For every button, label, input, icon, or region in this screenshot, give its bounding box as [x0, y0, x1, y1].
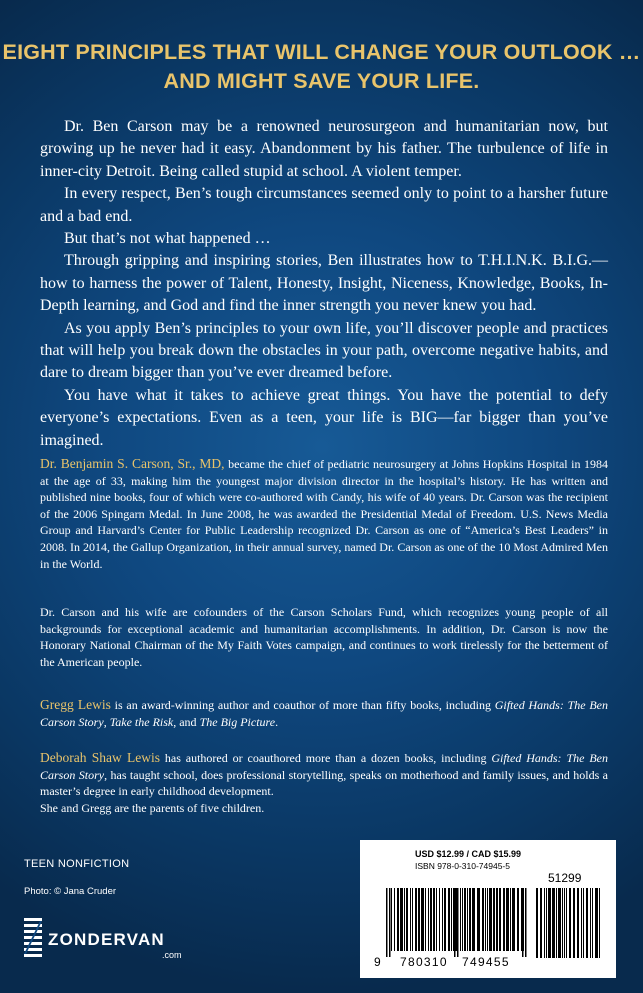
- deborah-bio-text: has authored or coauthored more than a dozen books, including: [160, 751, 492, 765]
- book-title: Gifted Hands: The Ben Carson Story: [40, 751, 608, 782]
- barcode-bar: [404, 888, 405, 951]
- carson-name: Dr. Benjamin S. Carson, Sr., MD,: [40, 456, 225, 471]
- barcode-bar: [552, 888, 555, 958]
- barcode-bar: [460, 888, 461, 951]
- barcode-bar: [592, 888, 593, 958]
- book-title: Gifted Hands: The Ben Carson Story: [40, 698, 608, 729]
- barcode-bar: [493, 888, 495, 951]
- deborah-lewis-name: Deborah Shaw Lewis: [40, 750, 160, 765]
- barcode-bar: [544, 888, 545, 958]
- barcode-bar: [512, 888, 515, 951]
- blurb-paragraph: In every respect, Ben’s tough circumstances seemed only to point to a harsher future and a bad end.: [40, 185, 608, 225]
- barcode-bar: [566, 888, 567, 958]
- barcode-guard-bar: [386, 888, 388, 957]
- barcode-bar: [391, 888, 392, 951]
- barcode-bar: [573, 888, 575, 958]
- carson-bio-text: became the chief of pediatric neurosurgery at Johns Hopkins Hospital in 1984 at the age of 33, making him the youngest major division director in the hospital’s history. He has written and published nine books, four of which were co-authored with Candy, his wife of 40 years. Dr. Carson was the recipient of the 2006 Spingarn Medal. In June 2008, he was awarded the Presidential Medal of Freedom. U.S. News Media Group and Harvard’s Center for Public Leadership recognized Dr. Carson as one of “America’s Best Leaders” in 2008. In 2014, the Gallup Organization, in their annual survey, named Dr. Carson as one of the 10 Most Admired Men in the World.: [40, 457, 609, 571]
- barcode-bar: [453, 888, 454, 951]
- publisher-logo: [24, 918, 224, 966]
- barcode-bar: [595, 888, 598, 958]
- barcode-guard-bar: [454, 888, 456, 957]
- scholars-fund-text: Dr. Carson and his wife are cofounders of the Carson Scholars Fund, which recognizes young people of all backgrounds for exceptional academic and humanitarian accomplishments. In addition, Dr. Carson is now the Honorary National Chairman of the My Faith Votes campaign, and continues to work tirelessly for the betterment of the American people.: [40, 605, 608, 669]
- barcode-bar: [462, 888, 463, 951]
- barcode-guard-bar: [522, 888, 524, 957]
- barcode-bar: [496, 888, 498, 951]
- gregg-lewis-name: Gregg Lewis: [40, 697, 111, 712]
- barcode-bar: [506, 888, 509, 951]
- barcode-bar: [442, 888, 443, 951]
- barcode-bar: [444, 888, 446, 951]
- barcode-guard-bar: [457, 888, 459, 957]
- deborah-bio-line2: She and Gregg are the parents of five children.: [40, 800, 265, 815]
- ean-first-digit: 9: [374, 955, 381, 969]
- barcode-bar: [556, 888, 557, 958]
- ean-group-1: 780310: [400, 955, 448, 969]
- separator: .: [275, 714, 279, 729]
- gregg-bio-text: is an award-winning author and coauthor of more than fifty books, including: [110, 698, 495, 712]
- barcode-bar: [415, 888, 417, 951]
- barcode-bar: [540, 888, 542, 958]
- barcode-bar: [581, 888, 582, 958]
- zondervan-mark-icon: [24, 918, 42, 960]
- barcode-addon-code: 51299: [548, 871, 582, 885]
- barcode-bar: [548, 888, 551, 958]
- headline: [0, 38, 643, 96]
- barcode-bar: [489, 888, 492, 951]
- blurb-paragraph: But that’s not what happened …: [64, 230, 271, 248]
- barcode-bar: [510, 888, 511, 951]
- barcode-bar: [536, 888, 538, 958]
- barcode-bar: [467, 888, 468, 951]
- blurb-paragraph: Through gripping and inspiring stories, Ben illustrates how to T.H.I.N.K. B.I.G.—how to harness the power of Talent, Honesty, Insight, Niceness, Knowledge, Books, In-Depth learning, and God and find the inner strength you never knew you had.: [40, 252, 608, 315]
- barcode-bar: [469, 888, 471, 951]
- barcode-bar: [583, 888, 584, 958]
- photo-credit: Photo: © Jana Cruder: [24, 886, 117, 897]
- barcode-bar: [439, 888, 440, 951]
- blurb: [40, 116, 608, 452]
- publisher-name: ZONDERVAN: [48, 930, 165, 949]
- barcode-bar: [487, 888, 488, 951]
- barcode-bar: [517, 888, 519, 951]
- barcode-bar: [590, 888, 591, 958]
- barcode-bar: [410, 888, 411, 951]
- barcode-bar: [400, 888, 403, 951]
- deborah-lewis-bio: [40, 750, 608, 816]
- barcode-bar: [451, 888, 452, 951]
- barcode-box: [360, 840, 616, 978]
- addon-barcode: [536, 888, 600, 958]
- barcode-guard-bar: [389, 888, 391, 957]
- barcode-bar: [562, 888, 563, 958]
- genre-label: TEEN NONFICTION: [24, 858, 130, 870]
- isbn-text: ISBN 978-0-310-74945-5: [415, 861, 510, 871]
- barcode-bar: [472, 888, 475, 951]
- barcode-bar: [577, 888, 579, 958]
- barcode-bar: [397, 888, 399, 951]
- barcode-bar: [428, 888, 429, 951]
- barcode-bar: [482, 888, 484, 951]
- barcode-bar: [485, 888, 486, 951]
- blurb-paragraph: As you apply Ben’s principles to your own life, you’ll discover people and practices that will help you break down the obstacles in your path, overcome negative habits, and dare to dream bigger than you’ve ever dreamed before.: [40, 319, 608, 382]
- separator: ,: [103, 714, 110, 729]
- barcode-bar: [564, 888, 565, 958]
- barcode-bar: [546, 888, 547, 958]
- barcode-bar: [521, 888, 522, 951]
- barcode-bar: [412, 888, 413, 951]
- deborah-bio-text: , has taught school, does professional storytelling, speaks on motherhood and family issues, and holds a master’s degree in early childhood development.: [40, 767, 608, 799]
- barcode-bar: [425, 888, 426, 951]
- barcode-bar: [503, 888, 505, 951]
- barcode-bar: [599, 888, 600, 958]
- book-title: Take the Risk: [109, 714, 174, 729]
- price-text: USD $12.99 / CAD $15.99: [415, 849, 522, 859]
- ean-barcode: [386, 888, 527, 957]
- headline-line-1: EIGHT PRINCIPLES THAT WILL CHANGE YOUR OUTLOOK …: [2, 40, 641, 64]
- separator: , and: [173, 714, 200, 729]
- book-title: The Big Picture: [199, 714, 276, 729]
- headline-line-2: AND MIGHT SAVE YOUR LIFE.: [163, 69, 480, 93]
- barcode-bar: [430, 888, 432, 951]
- ean-group-2: 749455: [462, 955, 510, 969]
- barcode-bar: [436, 888, 437, 951]
- barcode-bar: [394, 888, 395, 951]
- barcode-digits: [360, 953, 616, 973]
- barcode-bar: [406, 888, 408, 951]
- blurb-paragraph: Dr. Ben Carson may be a renowned neurosurgeon and humanitarian now, but growing up he never had it easy. Abandonment by his father. The turbulence of life in inner-city Detroit. Being called stupid at school. A violent temper.: [40, 118, 608, 180]
- barcode-bar: [558, 888, 561, 958]
- barcode-bar: [499, 888, 501, 951]
- barcode-guard-bar: [525, 888, 527, 957]
- barcode-bar: [418, 888, 420, 951]
- barcode-bar: [586, 888, 588, 958]
- blurb-paragraph: You have what it takes to achieve great things. You have the potential to defy everyone’s expectations. Even as a teen, your life is BIG—far bigger than you’ve imagined.: [40, 386, 608, 449]
- barcode-bar: [477, 888, 480, 951]
- barcode-bar: [421, 888, 424, 951]
- carson-bio: [40, 456, 608, 572]
- barcode-bar: [448, 888, 450, 951]
- scholars-fund-bio: [40, 604, 608, 670]
- gregg-lewis-bio: [40, 697, 608, 730]
- publisher-domain: .com: [162, 950, 182, 960]
- barcode-bar: [569, 888, 571, 958]
- barcode-bar: [433, 888, 435, 951]
- barcode-bar: [464, 888, 466, 951]
